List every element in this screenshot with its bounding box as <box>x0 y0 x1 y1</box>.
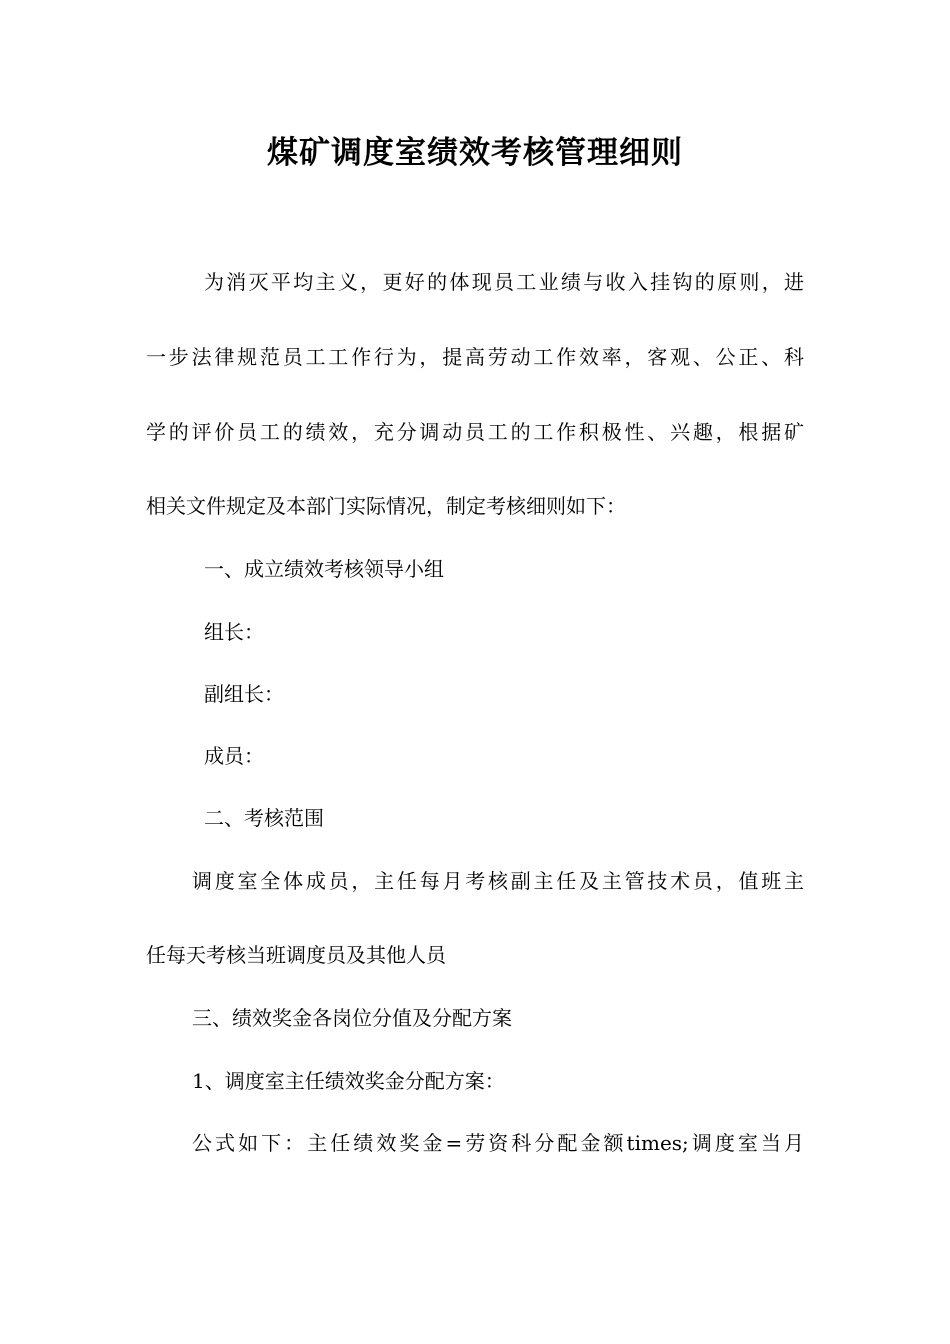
section-heading: 三、绩效奖金各岗位分值及分配方案 <box>192 1006 512 1030</box>
document-title: 煤矿调度室绩效考核管理细则 <box>267 135 683 171</box>
paragraph-line: 为消灭平均主义，更好的体现员工业绩与收入挂钩的原则，进 <box>204 270 804 294</box>
subsection-heading: 1、调度室主任绩效奖金分配方案： <box>192 1069 505 1093</box>
paragraph-line: 调度室全体成员，主任每月考核副主任及主管技术员，值班主 <box>192 869 804 893</box>
paragraph-line: 相关文件规定及本部门实际情况，制定考核细则如下： <box>146 494 626 518</box>
field-label: 副组长： <box>204 682 284 706</box>
paragraph-line: 任每天考核当班调度员及其他人员 <box>146 943 446 967</box>
paragraph-line: 一步法律规范员工工作行为，提高劳动工作效率，客观、公正、科 <box>146 345 804 369</box>
field-label: 成员： <box>204 744 264 768</box>
field-label: 组长： <box>204 620 264 644</box>
section-heading: 二、考核范围 <box>204 806 324 830</box>
section-heading: 一、成立绩效考核领导小组 <box>204 557 444 581</box>
paragraph-line: 公式如下：主任绩效奖金=劳资科分配金额times;调度室当月 <box>192 1131 804 1155</box>
paragraph-line: 学的评价员工的绩效，充分调动员工的工作积极性、兴趣，根据矿 <box>146 420 804 444</box>
